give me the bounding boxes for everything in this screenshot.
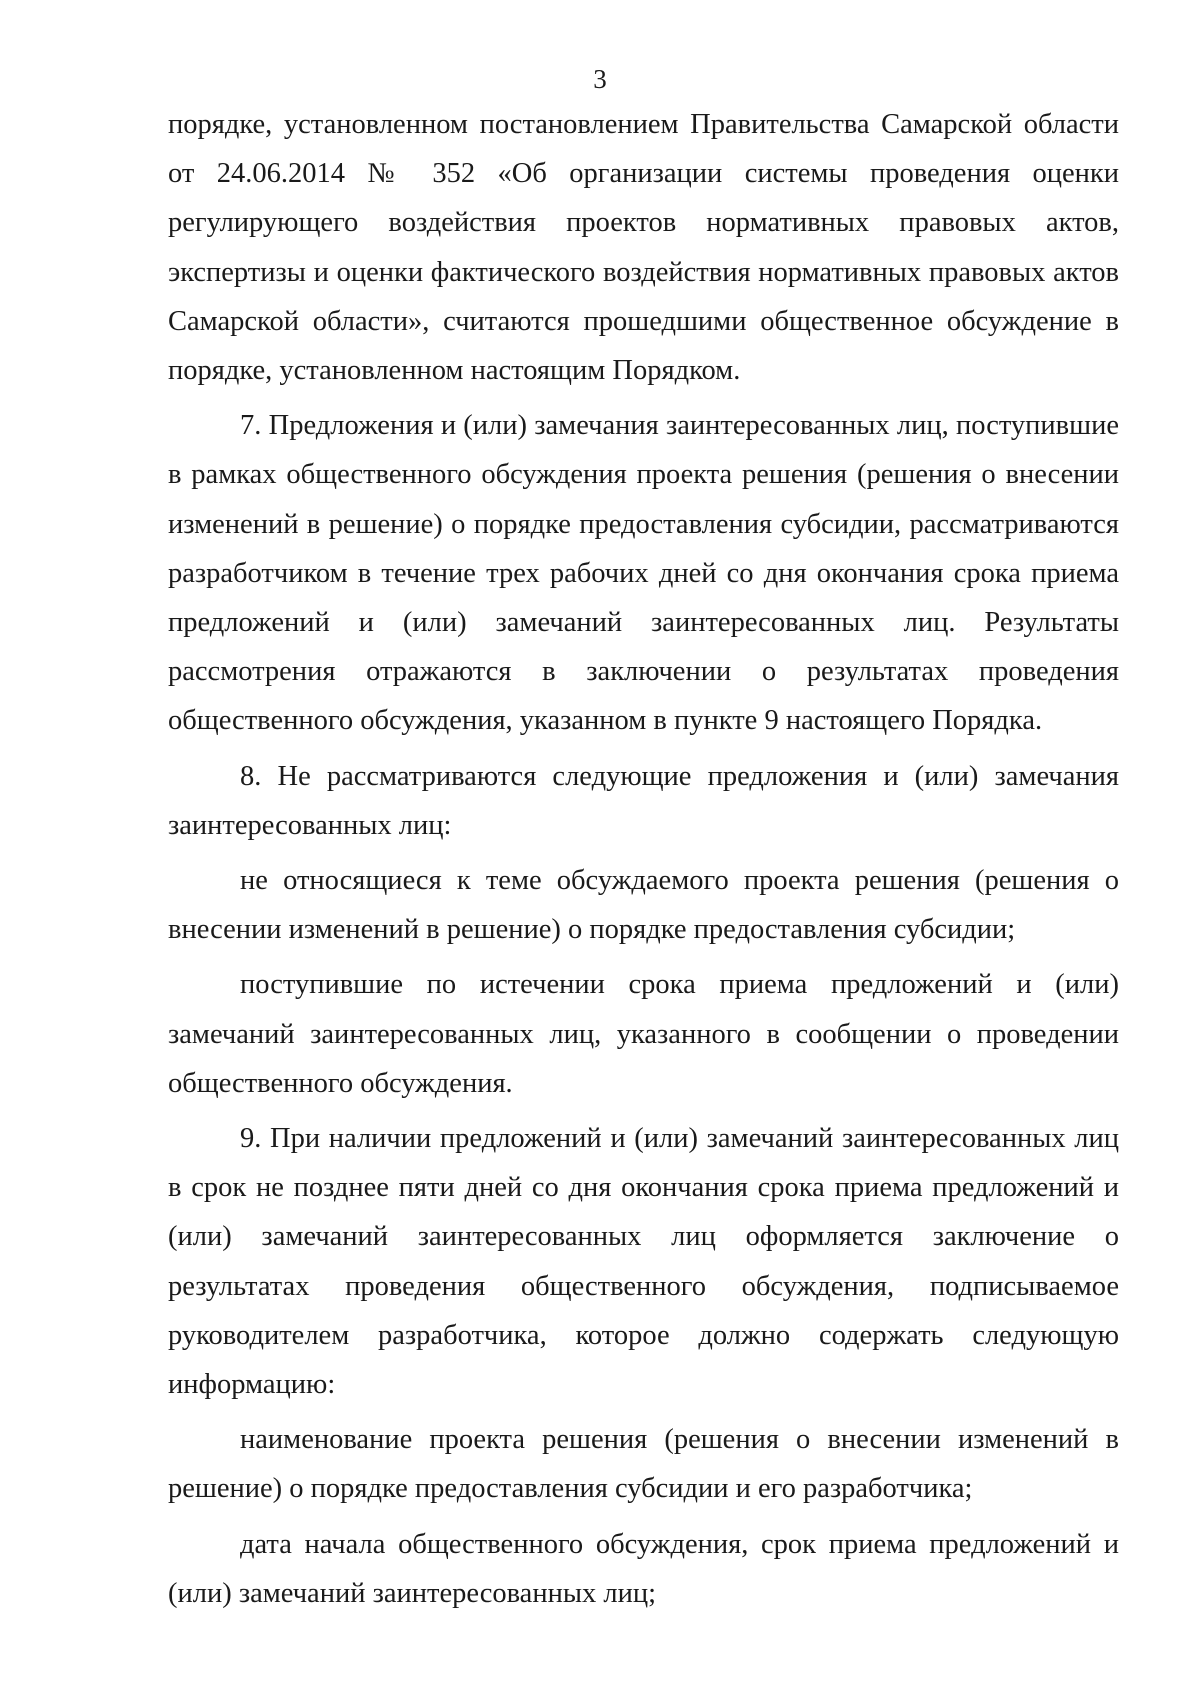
paragraph-item-9: 9. При наличии предложений и (или) замечаний заинтересованных лиц в срок не позднее пяти дней со дня окончания срока приема предложений и (или) замечаний заинтересованных лиц оформляется заключение о результатах проведения общественного обсуждения, подписываемое руководителем разработчика, которое должно содержать следующую информацию: — [168, 1123, 1119, 1401]
paragraph-item-9-clause-1: наименование проекта решения (решения о внесении изменений в решение) о порядке предоставления субсидии и его разработчика; — [168, 1424, 1119, 1505]
paragraph-item-8-clause-1: не относящиеся к теме обсуждаемого проекта решения (решения о внесении изменений в решение) о порядке предоставления субсидии; — [168, 865, 1119, 946]
paragraph-item-7: 7. Предложения и (или) замечания заинтересованных лиц, поступившие в рамках общественного обсуждения проекта решения (решения о внесении изменений в решение) о порядке предоставления субсидии, рассматриваются разработчиком в течение трех рабочих дней со дня окончания срока приема предложений и (или) замечаний заинтересованных лиц. Результаты рассмотрения отражаются в заключении о результатах проведения общественного обсуждения, указанном в пункте 9 настоящего Порядка. — [168, 410, 1119, 737]
paragraph-item-8-clause-2: поступившие по истечении срока приема предложений и (или) замечаний заинтересованных лиц, указанного в сообщении о проведении общественного обсуждения. — [168, 969, 1119, 1099]
page-number: 3 — [593, 64, 607, 94]
paragraph-continuation: порядке, установленном постановлением Правительства Самарской области от 24.06.2014 № 352 «Об организации системы проведения оценки регулирующего воздействия проектов нормативных правовых актов, экспертизы и оценки фактического воздействия нормативных правовых актов Самарской области», считаются прошедшими общественное обсуждение в порядке, установленном настоящим Порядком. — [168, 109, 1119, 387]
paragraph-item-9-clause-2: дата начала общественного обсуждения, срок приема предложений и (или) замечаний заинтересованных лиц; — [168, 1528, 1119, 1609]
document-body — [168, 100, 1119, 1618]
paragraph-item-8: 8. Не рассматриваются следующие предложения и (или) замечания заинтересованных лиц: — [168, 760, 1119, 841]
